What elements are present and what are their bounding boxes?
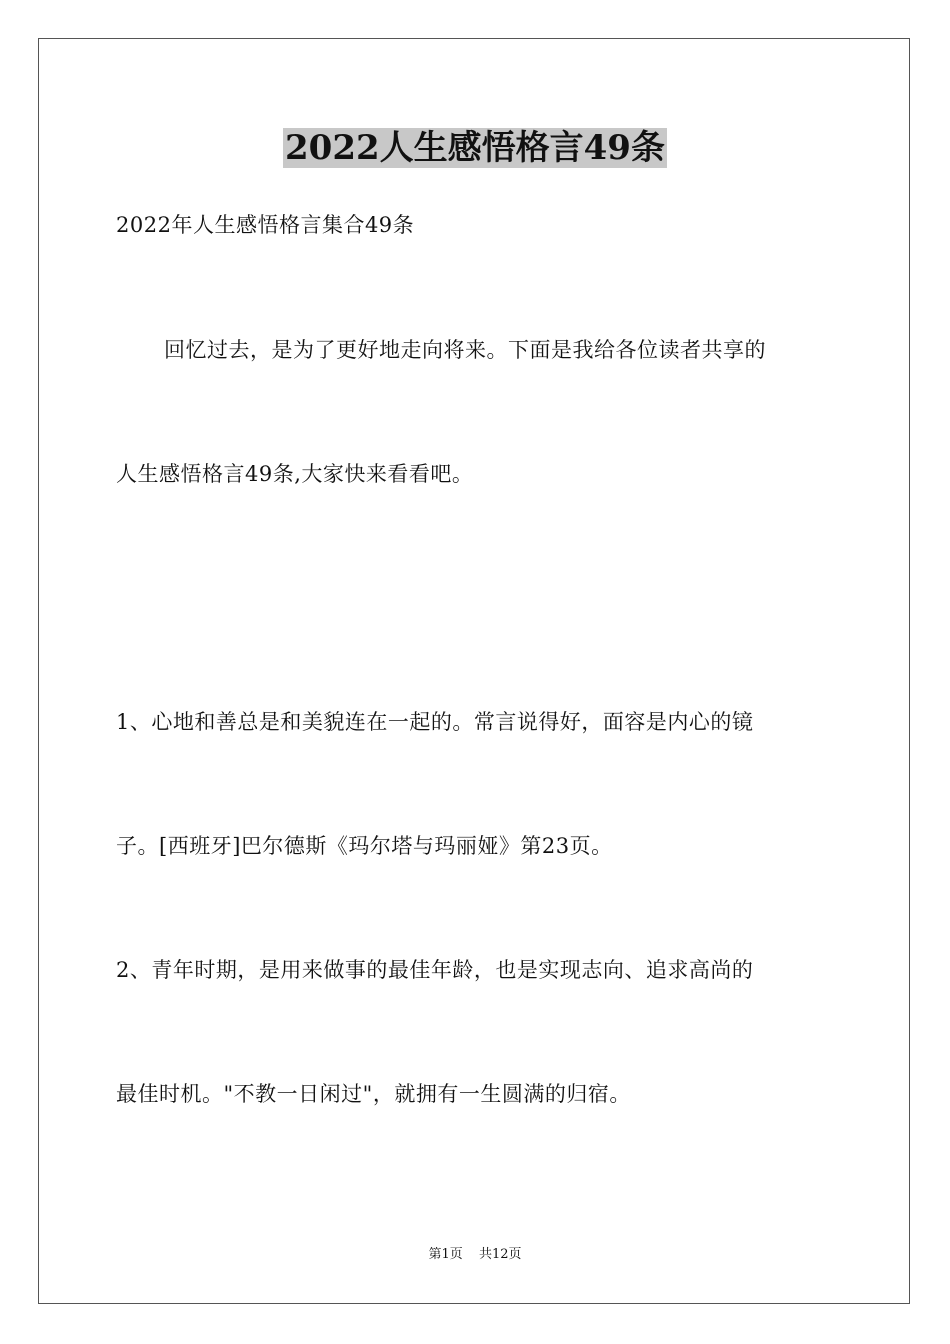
page-number-total: 共12页 (478, 1247, 522, 1262)
paragraph-line-6: 最佳时机。"不教一日闲过"，就拥有一生圆满的归宿。 (116, 1082, 631, 1106)
paragraph-line-1: 回忆过去，是为了更好地走向将来。下面是我给各位读者共享的 (164, 338, 766, 362)
title-container (0, 128, 950, 168)
paragraph-line-3: 1、心地和善总是和美貌连在一起的。常言说得好，面容是内心的镜 (116, 710, 754, 734)
document-subtitle: 2022年人生感悟格言集合49条 (116, 213, 415, 237)
page-footer (0, 1246, 950, 1264)
paragraph-line-5: 2、青年时期，是用来做事的最佳年龄，也是实现志向、追求高尚的 (116, 958, 754, 982)
paragraph-line-2: 人生感悟格言49条,大家快来看看吧。 (116, 462, 474, 486)
document-title: 2022人生感悟格言49条 (285, 128, 665, 168)
page-number-current: 第1页 (428, 1247, 463, 1262)
paragraph-line-4: 子。[西班牙]巴尔德斯《玛尔塔与玛丽娅》第23页。 (116, 834, 613, 858)
